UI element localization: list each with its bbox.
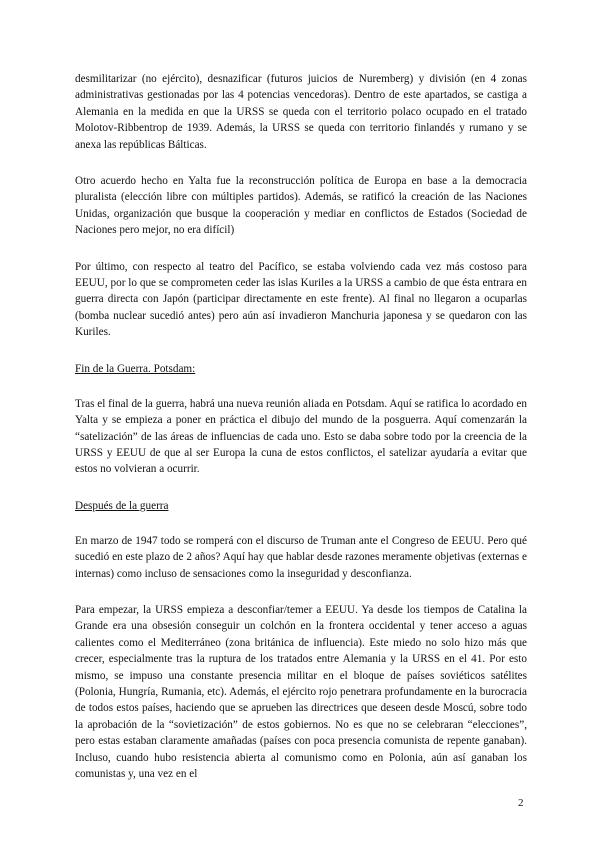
paragraph-truman-speech: En marzo de 1947 todo se romperá con el discurso de Truman ante el Congreso de EEUU. Pero qué sucedió en este plazo de 2 años? Aquí hay que hablar desde razones meramente objetivas (externas e internas) como incluso de sensaciones como la inseguridad y desconfianza. [75, 534, 527, 580]
heading-after-war: Después de la guerra [75, 499, 169, 512]
paragraph-potsdam: Tras el final de la guerra, habrá una nueva reunión aliada en Potsdam. Aquí se ratifica lo acordado en Yalta y se empieza a poner en práctica el dibujo del mundo de la posguerra. Aquí comenzarán la “satelización” de las áreas de influencias de cada uno. Esto se daba sobre todo por la creencia de la URSS y EEUU de que al ser Europa la cuna de estos conflictos, el satelizar ayudaría a evitar que estos no volvieran a ocurrir. [75, 397, 527, 476]
paragraph-pacific-theatre: Por último, con respecto al teatro del Pacífico, se estaba volviendo cada vez más costoso para EEUU, por lo que se comprometen ceder las islas Kuriles a la URSS a cambio de que ésta entrara en guerra directa con Japón (participar directamente en este frente). Al final no llegaron a ocuparlas (bomba nuclear sucedió antes) pero aún así invadieron Manchuria japonesa y se quedaron con las Kuriles. [75, 260, 527, 339]
paragraph-ussr-distrust: Para empezar, la URSS empieza a desconfiar/temer a EEUU. Ya desde los tiempos de Catalina la Grande era una obsesión conseguir un colchón en la frontera occidental y tener acceso a aguas calientes como el Mediterráneo (zona británica de influencia). Este miedo no solo hizo más que crecer, especialmente tras la ruptura de los tratados entre Alemania y la URSS en el 41. Por esto mismo, se impuso una constante presencia militar en el bloque de países soviéticos satélites (Polonia, Hungría, Rumania, etc). Además, el ejército rojo penetrara profundamente en la burocracia de todos estos países, haciendo que se aprueben las directrices que deseen desde Moscú, sobre todo la aprobación de la “sovietización” de estos gobiernos. No es que no se celebraran “elecciones”, pero estas estaban claramente amañadas (países con poca presencia comunista de repente ganaban). Incluso, cuando hubo resistencia abierta al comunismo como en Polonia, aún así ganaban los comunistas y, una vez en el [75, 603, 527, 780]
paragraph-denazification: desmilitarizar (no ejército), desnazificar (futuros juicios de Nuremberg) y división (en 4 zonas administrativas gestionadas por las 4 potencias vencedoras). Dentro de este apartados, se castiga a Alemania en la medida en que la URSS se queda con el territorio polaco ocupado en el tratado Molotov-Ribbentrop de 1939. Además, la URSS se queda con territorio finlandés y rumano y se anexa las repúblicas Bálticas. [75, 73, 527, 151]
document-page [75, 71, 527, 802]
page-number: 2 [518, 797, 524, 809]
heading-potsdam: Fin de la Guerra. Potsdam: [75, 362, 196, 375]
paragraph-yalta-reconstruction: Otro acuerdo hecho en Yalta fue la reconstrucción política de Europa en base a la democracia pluralista (elección libre con múltiples partidos). Además, se ratificó la creación de las Naciones Unidas, organización que busque la cooperación y mediar en conflictos de Estados (Sociedad de Naciones pero mejor, no era difícil) [75, 175, 527, 237]
